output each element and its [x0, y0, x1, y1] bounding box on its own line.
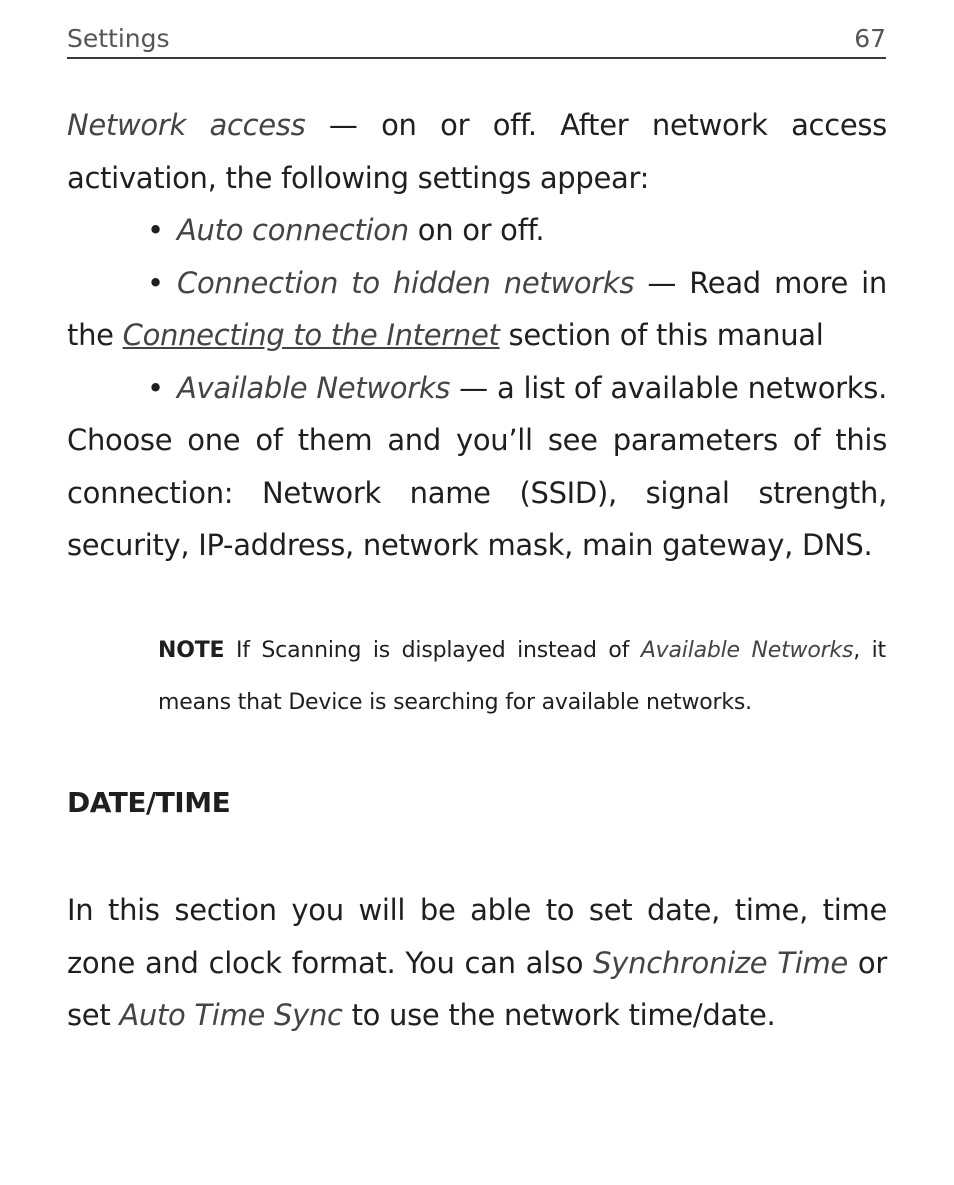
auto-time-sync-term: Auto Time Sync — [119, 998, 343, 1032]
available-networks-term: Available Networks — [177, 370, 451, 405]
available-networks-desc: — a list of available networks. Choose one of them and you’ll see parameters of this connection: Network name (SSID), signal strength, security, IP-address, network mask, main gateway, DNS. — [67, 370, 887, 562]
network-access-paragraph — [67, 99, 887, 572]
date-time-text-middle: or set — [67, 945, 888, 1032]
bullet-icon: • — [147, 370, 164, 405]
bullet-hidden-networks — [67, 257, 887, 362]
network-access-intro: — on or off. After network access activation, the following settings appear: — [67, 108, 887, 195]
note-block — [158, 625, 886, 729]
date-time-text-after: to use the network time/date. — [342, 998, 776, 1032]
bullet-icon: • — [147, 265, 164, 300]
date-time-text-before: In this section you will be able to set date, time, time zone and clock format. You can also — [67, 893, 887, 980]
note-label: NOTE — [158, 638, 225, 663]
network-access-term: Network access — [67, 108, 306, 142]
date-time-paragraph — [67, 884, 887, 1042]
note-text-before: If Scanning is displayed instead of — [224, 638, 641, 663]
auto-connection-desc: on or off. — [408, 213, 545, 247]
page-header — [67, 20, 886, 59]
date-time-heading: DATE/TIME — [67, 786, 231, 819]
auto-connection-term: Auto connection — [177, 213, 409, 247]
hidden-networks-desc: — Read more in the — [67, 265, 887, 352]
bullet-auto-connection — [67, 204, 887, 257]
bullet-icon: • — [147, 213, 164, 247]
note-term: Available Networks — [640, 638, 854, 663]
page-number: 67 — [854, 24, 886, 53]
bullet-available-networks — [67, 362, 887, 572]
note-text-after: , it means that Device is searching for available networks. — [158, 638, 886, 715]
hidden-networks-desc-end: section of this manual — [499, 318, 824, 352]
synchronize-time-term: Synchronize Time — [593, 945, 848, 980]
hidden-networks-term: Connection to hidden networks — [177, 265, 635, 300]
header-section-title: Settings — [67, 24, 170, 53]
connecting-internet-link[interactable]: Connecting to the Internet — [122, 318, 500, 352]
